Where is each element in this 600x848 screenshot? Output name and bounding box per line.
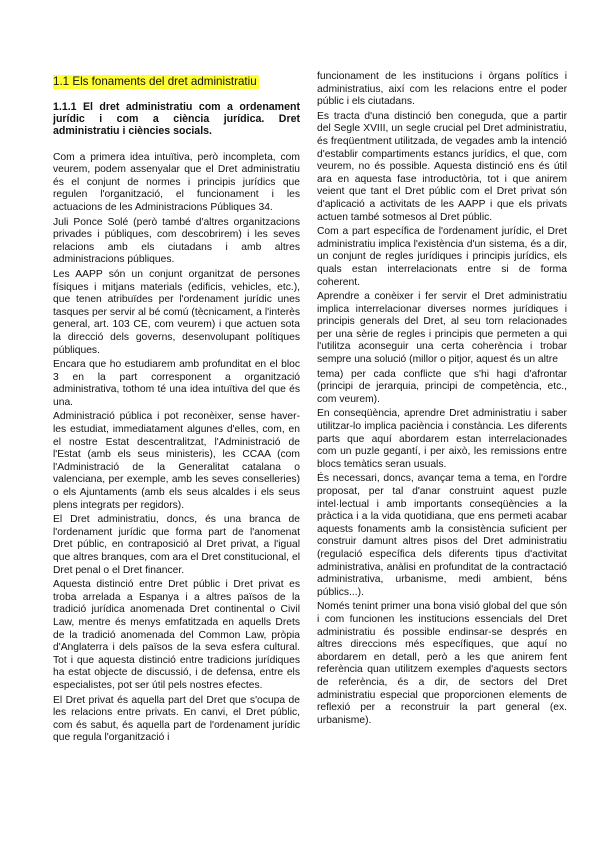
paragraph: funcionament de les institucions i òrgans polítics i administratius, així com les relacions entre el poder públic i els ciutadans. [317,71,567,108]
paragraph: Com a primera idea intuïtiva, però incompleta, com veurem, podem assenyalar que el Dret administratiu és el conjunt de normes i principis jurídics que regulen l'organització, el funcionament i les actuacions de les Administracions Públiques 34. [53,151,300,213]
right-column [317,71,567,729]
paragraph: El Dret administratiu, doncs, és una branca de l'ordenament jurídic que forma part de l'anomenat Dret públic, en contraposició al Dret privat, a l'igual que altres branques, com ara el Dret constitucional, el Dret penal o el Dret financer. [53,514,300,576]
paragraph: tema) per cada conflicte que s'hi hagi d'afrontar (principi de jerarquia, principi de competència, etc., com veurem). [317,368,567,405]
paragraph: Administració pública i pot reconèixer, sense haver-les estudiat, immediatament algunes d'elles, com, en el nostre Estat descentralitzat, l'Administració de l'Estat (amb els seus ministeris), les CCAA (com l'Administració de la Generalitat catalana o valenciana, per exemple, amb les seves conselleries) o els Ajuntaments (amb els seus alcaldes i els seus plens integrats per regidors). [53,411,300,511]
paragraph: Es tracta d'una distinció ben coneguda, que a partir del Segle XVIII, un segle crucial pel Dret administratiu, és freqüentment utilitzada, de vegades amb la intenció d'establir compartiments estancs jurídics, el que, com veurem, no és possible. Aquesta distinció ens és útil ara en aquesta fase introductòria, tot i que anirem veient que tant el Dret públic com el Dret privat són d'aplicació a activitats de les AAPP i que els privats actuen també sotmesos al Dret públic. [317,110,567,223]
left-column [53,72,300,747]
paragraph: Com a part específica de l'ordenament jurídic, el Dret administratiu implica l'existència d'un sistema, és a dir, un conjunt de regles jurídiques i principis jurídics, els quals estan interrelacionats entre si de forma coherent. [317,226,567,288]
section-heading: 1.1 Els fonaments del dret administratiu [53,75,257,88]
paragraph: Només tenint primer una bona visió global del que són i com funcionen les institucions essencials del Dret administratiu és possible endinsar-se després en altres direccions més específiques, que aquí no abordarem en detall, però a les que anirem fent referència quan utilitzem exemples d'aquests sectors de referència, és a dir, de sectors del Dret administratiu especial que proporcionen elements de reflexió per a reconstruir la part general (ex. urbanisme). [317,601,567,726]
paragraph: En conseqüència, aprendre Dret administratiu i saber utilitzar-lo implica paciència i constància. Les diferents parts que aquí abordarem estan interrelacionades com un puzle gegantí, i per això, les remissions entre blocs temàtics seran usuals. [317,408,567,470]
paragraph: Aprendre a conèixer i fer servir el Dret administratiu implica interrelacionar diverses normes jurídiques i principis generals del Dret, al seu torn relacionades per una sèrie de regles i principis que permeten a qui l'utilitza aconseguir una certa coherència i trobar sempre una solució (millor o pitjor, aquest és un altre [317,291,567,366]
paragraph: Juli Ponce Solé (però també d'altres organitzacions privades i públiques, com descobrirem) i les seves relacions amb els ciutadans i amb altres administracions públiques. [53,216,300,266]
paragraph: Les AAPP són un conjunt organitzat de persones físiques i mitjans materials (edificis, vehicles, etc.), que tenen atribuïdes per l'ordenament jurídic unes tasques per servir al bé comú (tècnicament, a l'interès general, art. 103 CE, com veurem) i que actuen sota la direcció dels governs, desenvolupant polítiques públiques. [53,268,300,356]
paragraph: El Dret privat és aquella part del Dret que s'ocupa de les relacions entre privats. En canvi, el Dret públic, com és sabut, és aquella part de l'ordenament jurídic que regula l'organització i [53,694,300,744]
paragraph: És necessari, doncs, avançar tema a tema, en l'ordre proposat, per tal d'anar construint aquest puzle intel·lectual i amb importants conseqüències a la pràctica i a la vida quotidiana, que ens permeti acabar aquests fonaments amb la consistència suficient per construir damunt altres pisos del Dret administratiu (regulació específica dels diferents tipus d'activitat administrativa, anàlisi en profunditat de la contractació administrativa, urbanisme, medi ambient, béns públics...). [317,473,567,598]
paragraph: Encara que ho estudiarem amb profunditat en el bloc 3 en la part corresponent a organització administrativa, tothom té una idea intuïtiva del que és una. [53,359,300,408]
paragraph: Aquesta distinció entre Dret públic i Dret privat es troba arrelada a Espanya i a altres països de la tradició jurídica anomenada Dret continental o Civil Law, mentre és menys emfatitzada en aquells Drets de la tradició anomenada del Common Law, pròpia d'Anglaterra i dels països de la seva esfera cultural. Tot i que aquesta distinció entre tradicions jurídiques ha estat objecte de discussió, i de defensa, entre els especialistes, pot ser útil pels nostres efectes. [53,579,300,691]
subsection-heading: 1.1.1 El dret administratiu com a ordenament jurídic i com a ciència jurídica. Dret administratiu i ciències socials. [53,101,300,138]
